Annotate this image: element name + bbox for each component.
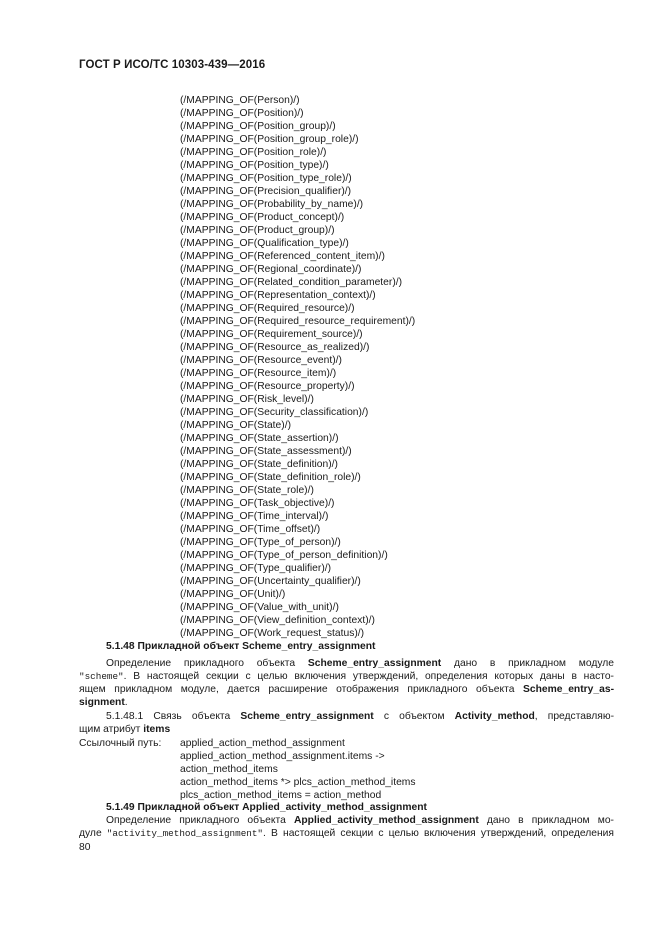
mapping-line: (/MAPPING_OF(Position_type)/) (180, 160, 329, 171)
subsection-5-1-48-1: 5.1.48.1 Связь объекта Scheme_entry_assignment с объектом Activity_method, представляю- (106, 711, 614, 722)
mapping-line: (/MAPPING_OF(State_assessment)/) (180, 446, 352, 457)
mapping-line: (/MAPPING_OF(Product_group)/) (180, 225, 335, 236)
page-header: ГОСТ Р ИСО/ТС 10303-439—2016 (79, 59, 266, 71)
mapping-line: (/MAPPING_OF(Time_interval)/) (180, 511, 329, 522)
subsection-line: щим атрибут items (79, 724, 171, 735)
reference-path-line: action_method_items *> plcs_action_method_items (180, 777, 416, 788)
mapping-line: (/MAPPING_OF(Regional_coordinate)/) (180, 264, 362, 275)
mapping-line: (/MAPPING_OF(Type_qualifier)/) (180, 563, 332, 574)
mapping-line: (/MAPPING_OF(Type_of_person_definition)/) (180, 550, 388, 561)
mapping-line: (/MAPPING_OF(Resource_event)/) (180, 355, 342, 366)
reference-path-line: applied_action_method_assignment (180, 738, 345, 749)
mapping-line: (/MAPPING_OF(Unit)/) (180, 589, 286, 600)
reference-path-line: applied_action_method_assignment.items -> (180, 751, 385, 762)
mapping-line: (/MAPPING_OF(Person)/) (180, 95, 300, 106)
mapping-line: (/MAPPING_OF(Value_with_unit)/) (180, 602, 339, 613)
page-number: 80 (79, 842, 91, 853)
mapping-line: (/MAPPING_OF(State_definition_role)/) (180, 472, 361, 483)
paragraph-line: Определение прикладного объекта Applied_activity_method_assignment дано в прикладном мо- (106, 815, 614, 826)
mapping-line: (/MAPPING_OF(Position_group_role)/) (180, 134, 359, 145)
mapping-line: (/MAPPING_OF(Security_classification)/) (180, 407, 369, 418)
mapping-line: (/MAPPING_OF(Time_offset)/) (180, 524, 321, 535)
mapping-line: (/MAPPING_OF(View_definition_context)/) (180, 615, 375, 626)
paragraph-line: "scheme". В настоящей секции с целью включения утверждений, определения которых даны в насто- (79, 671, 614, 682)
mapping-line: (/MAPPING_OF(Risk_level)/) (180, 394, 314, 405)
mapping-line: (/MAPPING_OF(Position_role)/) (180, 147, 327, 158)
mapping-line: (/MAPPING_OF(Resource_property)/) (180, 381, 355, 392)
reference-path-label: Ссылочный путь: (79, 738, 162, 749)
section-heading-5-1-48: 5.1.48 Прикладной объект Scheme_entry_assignment (106, 641, 376, 652)
mapping-line: (/MAPPING_OF(Representation_context)/) (180, 290, 376, 301)
mapping-line: (/MAPPING_OF(Product_concept)/) (180, 212, 345, 223)
paragraph-line: Определение прикладного объекта Scheme_entry_assignment дано в прикладном модуле (106, 658, 615, 669)
mapping-line: (/MAPPING_OF(State_role)/) (180, 485, 314, 496)
mapping-line: (/MAPPING_OF(State_assertion)/) (180, 433, 339, 444)
mapping-line: (/MAPPING_OF(Task_objective)/) (180, 498, 335, 509)
mapping-line: (/MAPPING_OF(State_definition)/) (180, 459, 338, 470)
paragraph-line: signment. (79, 697, 128, 708)
mapping-line: (/MAPPING_OF(State)/) (180, 420, 291, 431)
mapping-line: (/MAPPING_OF(Probability_by_name)/) (180, 199, 364, 210)
mapping-list (180, 94, 415, 640)
paragraph-line: дуле "activity_method_assignment". В настоящей секции с целью включения утверждений, определения (79, 828, 614, 839)
reference-path-line: plcs_action_method_items = action_method (180, 790, 382, 801)
mapping-line: (/MAPPING_OF(Required_resource_requirement)/) (180, 316, 416, 327)
mapping-line: (/MAPPING_OF(Required_resource)/) (180, 303, 355, 314)
mapping-line: (/MAPPING_OF(Referenced_content_item)/) (180, 251, 385, 262)
mapping-line: (/MAPPING_OF(Work_request_status)/) (180, 628, 365, 639)
mapping-line: (/MAPPING_OF(Qualification_type)/) (180, 238, 349, 249)
paragraph-line: ящем прикладном модуле, дается расширение отображения прикладного объекта Scheme_entry_as- (79, 684, 614, 695)
section-heading-5-1-49: 5.1.49 Прикладной объект Applied_activity_method_assignment (106, 802, 427, 813)
mapping-line: (/MAPPING_OF(Type_of_person)/) (180, 537, 341, 548)
mapping-line: (/MAPPING_OF(Resource_item)/) (180, 368, 337, 379)
mapping-line: (/MAPPING_OF(Requirement_source)/) (180, 329, 363, 340)
mapping-line: (/MAPPING_OF(Precision_qualifier)/) (180, 186, 352, 197)
mapping-line: (/MAPPING_OF(Position)/) (180, 108, 304, 119)
mapping-line: (/MAPPING_OF(Position_group)/) (180, 121, 336, 132)
mapping-line: (/MAPPING_OF(Position_type_role)/) (180, 173, 352, 184)
mapping-line: (/MAPPING_OF(Related_condition_parameter)/) (180, 277, 403, 288)
mapping-line: (/MAPPING_OF(Uncertainty_qualifier)/) (180, 576, 361, 587)
reference-path-line: action_method_items (180, 764, 278, 775)
mapping-line: (/MAPPING_OF(Resource_as_realized)/) (180, 342, 370, 353)
